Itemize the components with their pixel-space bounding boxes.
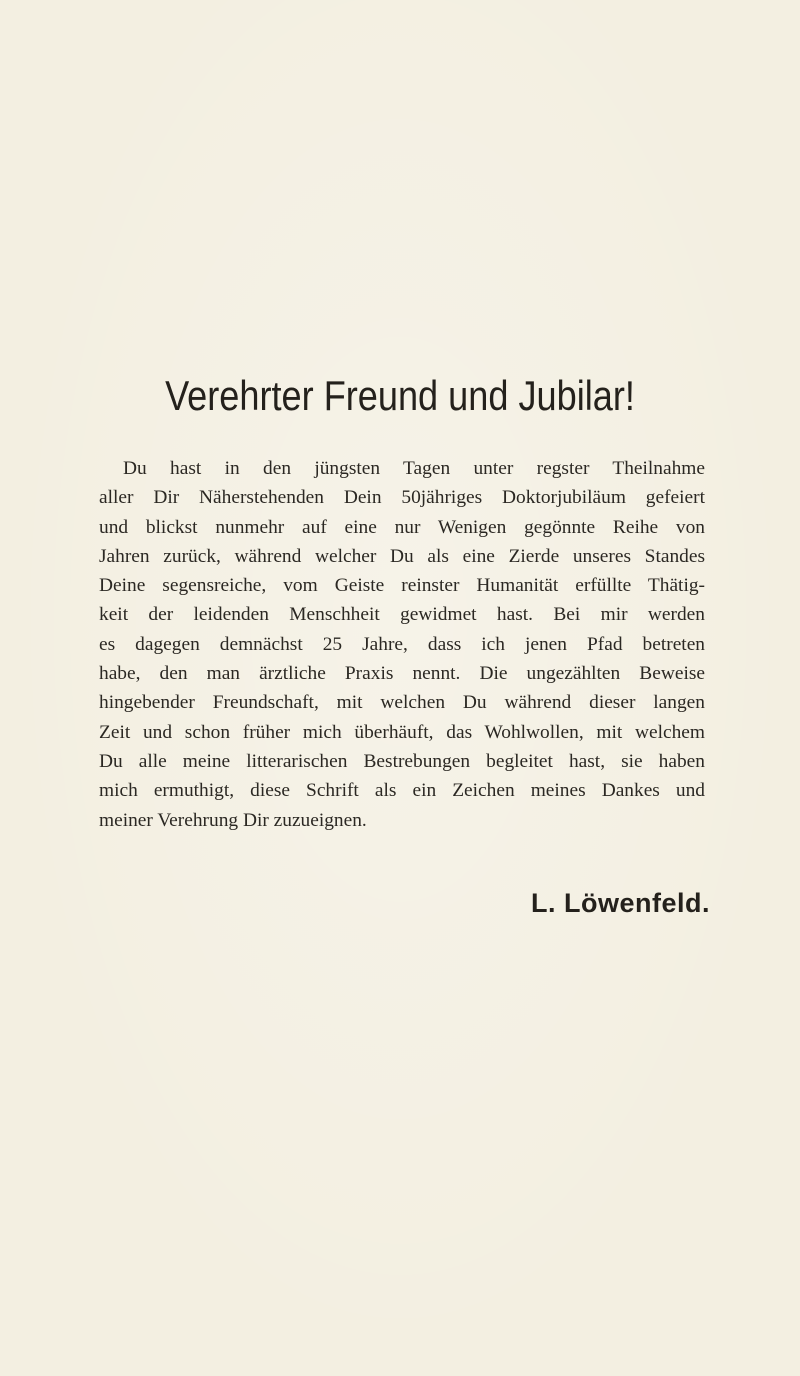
body-line: mich ermuthigt, diese Schrift als ein Zeichen meines Dankes und (99, 780, 705, 802)
body-line: Jahren zurück, während welcher Du als eine Zierde unseres Standes (99, 545, 705, 567)
body-line: Du hast in den jüngsten Tagen unter regster Theilnahme (123, 458, 705, 479)
signature: L. Löwenfeld. (531, 888, 710, 918)
body-line: meiner Verehrung Dir zuzueignen. (99, 809, 367, 831)
dedication-body (99, 454, 705, 835)
body-line: keit der leidenden Menschheit gewidmet hast. Bei mir werden (99, 604, 705, 626)
body-line: Du alle meine litterarischen Bestrebungen begleitet hast, sie haben (99, 750, 705, 772)
dedication-heading: Verehrter Freund und Jubilar! (165, 372, 635, 419)
body-line: aller Dir Näherstehenden Dein 50jähriges Doktorjubiläum gefeiert (99, 487, 705, 509)
body-line: habe, den man ärztliche Praxis nennt. Die ungezählten Beweise (99, 663, 705, 685)
body-line: hingebender Freundschaft, mit welchen Du während dieser langen (99, 692, 705, 714)
body-line: Zeit und schon früher mich überhäuft, das Wohlwollen, mit welchem (99, 721, 705, 743)
body-line: und blickst nunmehr auf eine nur Wenigen gegönnte Reihe von (99, 516, 705, 538)
body-line: Deine segensreiche, vom Geiste reinster Humanität erfüllte Thätig- (99, 575, 705, 597)
body-line: es dagegen demnächst 25 Jahre, dass ich jenen Pfad betreten (99, 633, 705, 655)
